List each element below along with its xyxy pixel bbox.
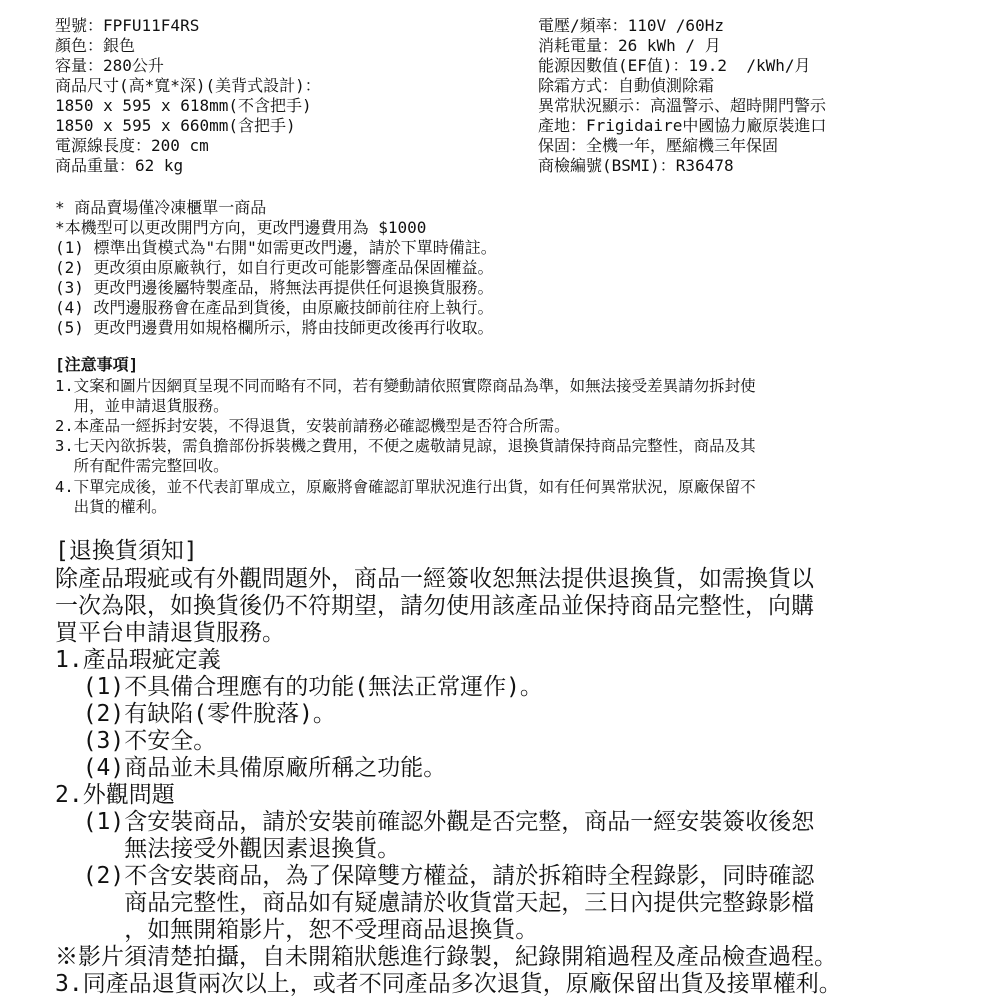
returns-line: 除產品瑕疵或有外觀問題外，商品一經簽收恕無法提供退換貨，如需換貨以: [55, 566, 814, 592]
returns-line: ，如無開箱影片，恕不受理商品退換貨。: [55, 917, 539, 943]
spec-size-handle: 1850 x 595 x 660mm(含把手): [55, 116, 296, 135]
notice-heading: [注意事項]: [55, 355, 139, 374]
door-note: (2) 更改須由原廠執行，如自行更改可能影響產品保固權益。: [55, 258, 494, 277]
spec-warranty: 保固：全機一年，壓縮機三年保固: [538, 136, 779, 155]
spec-origin: 產地：Frigidaire中國協力廠原裝進口: [538, 116, 827, 135]
returns-line: 無法接受外觀因素退換貨。: [55, 836, 401, 862]
notice-line: 1.文案和圖片因網頁呈現不同而略有不同，若有變動請依照實際商品為準，如無法接受差異請勿拆封使: [55, 377, 756, 395]
spec-bsmi: 商檢編號(BSMI)：R36478: [538, 156, 734, 175]
spec-model: 型號：FPFU11F4RS: [55, 16, 200, 35]
returns-line: (1)含安裝商品，請於安裝前確認外觀是否完整，商品一經安裝簽收後恕: [55, 809, 815, 835]
returns-line: (2)不含安裝商品，為了保障雙方權益，請於拆箱時全程錄影，同時確認: [55, 863, 815, 889]
notice-line: 4.下單完成後，並不代表訂單成立，原廠將會確認訂單狀況進行出貨，如有任何異常狀況，原廠保留不: [55, 478, 756, 496]
door-note: (4) 改門邊服務會在產品到貨後，由原廠技師前往府上執行。: [55, 298, 494, 317]
returns-line: 3.同產品退貨兩次以上，或者不同產品多次退貨，原廠保留出貨及接單權利。: [55, 971, 842, 997]
spec-weight: 商品重量：62 kg: [55, 156, 184, 175]
spec-alerts: 異常狀況顯示：高溫警示、超時開門警示: [538, 96, 827, 115]
spec-power-use: 消耗電量：26 kWh / 月: [538, 36, 721, 55]
returns-line: (2)有缺陷(零件脫落)。: [55, 701, 336, 727]
notice-line: 所有配件需完整回收。: [55, 457, 229, 475]
door-note: (1) 標準出貨模式為"右開"如需更改門邊，請於下單時備註。: [55, 238, 497, 257]
spec-defrost: 除霜方式：自動偵測除霜: [538, 76, 715, 95]
spec-capacity: 容量：280公升: [55, 56, 164, 75]
spec-voltage: 電壓/頻率：110V /60Hz: [538, 16, 724, 35]
notice-line: 3.七天內欲拆裝，需負擔部份拆裝機之費用，不便之處敬請見諒，退換貨請保持商品完整性，商品及其: [55, 437, 756, 455]
returns-line: ※影片須清楚拍攝，自未開箱狀態進行錄製，紀錄開箱過程及產品檢查過程。: [55, 944, 837, 970]
returns-line: 一次為限，如換貨後仍不符期望，請勿使用該產品並保持商品完整性，向購: [55, 593, 814, 619]
returns-line: 1.產品瑕疵定義: [55, 647, 221, 673]
door-note: (5) 更改門邊費用如規格欄所示，將由技師更改後再行收取。: [55, 318, 494, 337]
door-note: (3) 更改門邊後屬特製產品，將無法再提供任何退換貨服務。: [55, 278, 494, 297]
returns-line: (3)不安全。: [55, 728, 217, 754]
door-note: *本機型可以更改開門方向，更改門邊費用為 $1000: [55, 218, 427, 237]
notice-line: 用，並申請退貨服務。: [55, 397, 229, 415]
returns-line: 商品完整性，商品如有疑慮請於收貨當天起，三日內提供完整錄影檔: [55, 890, 815, 916]
spec-color: 顏色：銀色: [55, 36, 136, 55]
returns-line: 買平台申請退貨服務。: [55, 620, 285, 646]
spec-cord-length: 電源線長度：200 cm: [55, 136, 209, 155]
returns-line: (1)不具備合理應有的功能(無法正常運作)。: [55, 674, 543, 700]
door-note: * 商品賣場僅冷凍櫃單一商品: [55, 198, 267, 217]
returns-heading: [退換貨須知]: [55, 538, 198, 564]
notice-line: 2.本產品一經拆封安裝，不得退貨，安裝前請務必確認機型是否符合所需。: [55, 417, 570, 435]
spec-size-nohandle: 1850 x 595 x 618mm(不含把手): [55, 96, 312, 115]
spec-size-label: 商品尺寸(高*寬*深)(美背式設計)：: [55, 76, 321, 95]
returns-line: 2.外觀問題: [55, 782, 175, 808]
notice-line: 出貨的權利。: [55, 498, 167, 516]
spec-energy-factor: 能源因數值(EF值)：19.2 /kWh/月: [538, 56, 811, 75]
returns-line: (4)商品並未具備原廠所稱之功能。: [55, 755, 447, 781]
